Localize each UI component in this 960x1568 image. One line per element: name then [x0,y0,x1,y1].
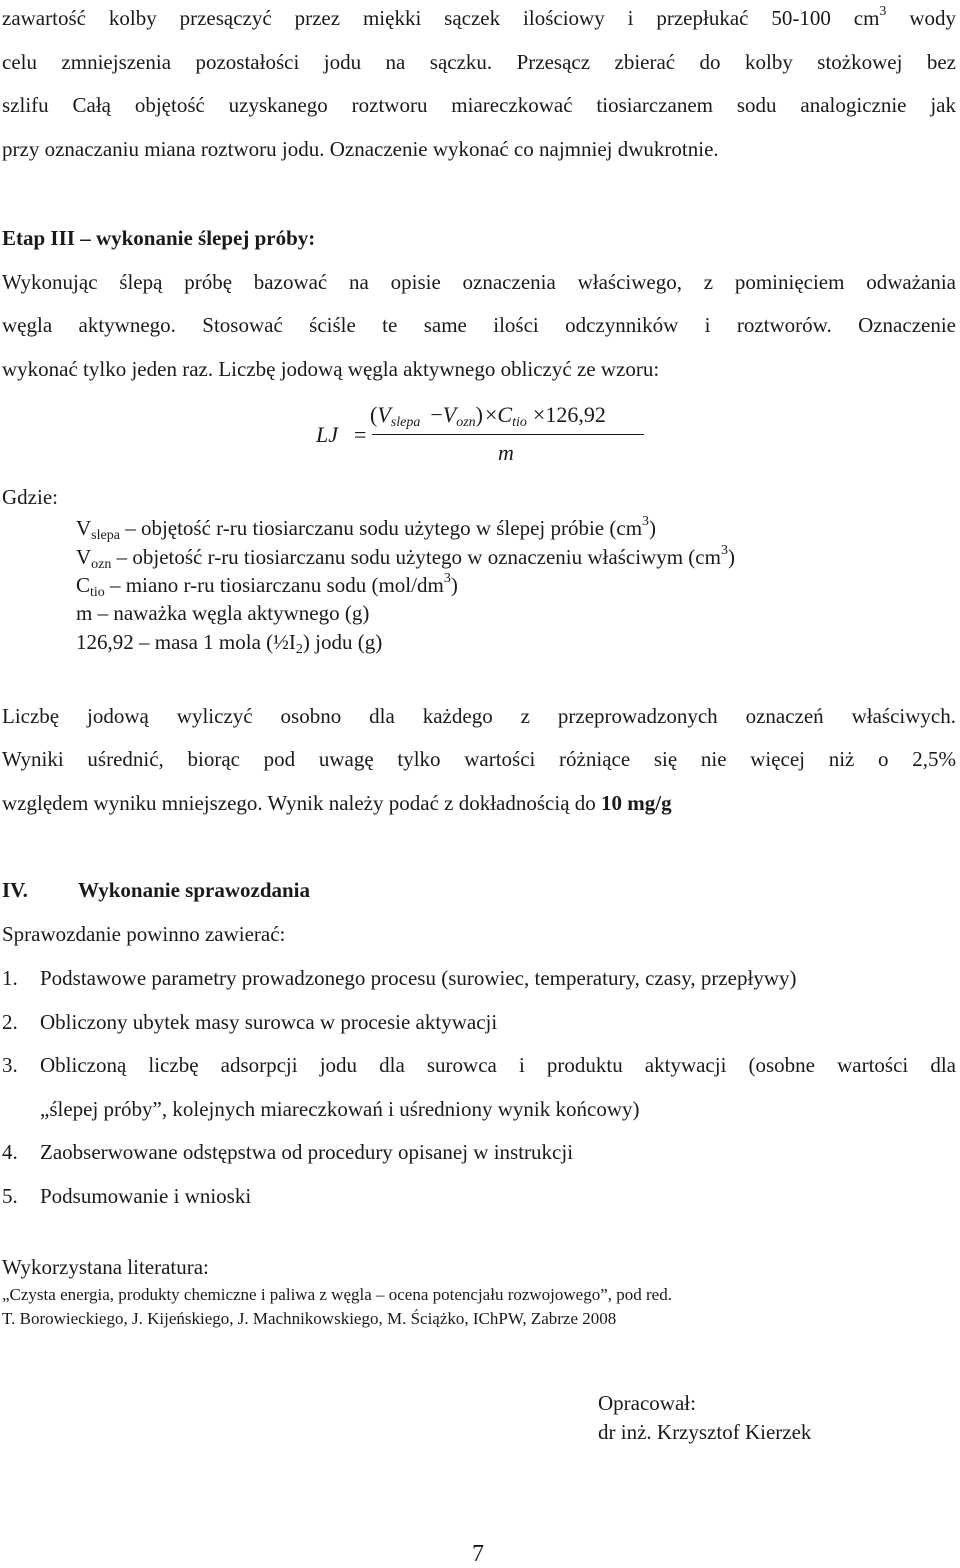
where-item-v-slepa: $V_{slepa}$ – objętość r-ru tiosiarczanu sodu użytego w ślepej próbie $(cm^3)$ [76,514,657,543]
section4-intro: Sprawozdanie powinno zawierać: [2,922,286,946]
para2-line3: względem wyniku mniejszego. Wynik należy podać z dokładnością do 10 mg/g [2,791,672,815]
literature-line1: „Czysta energia, produkty chemiczne i paliwa z węgla – ocena potencjału rozwojowego”, pod red. [2,1285,672,1304]
formula-lhs: LJ [316,422,338,447]
etap3-heading: Etap III – wykonanie ślepej próby: [2,226,316,250]
etap3-line2: węgla aktywnego. Stosować ściśle te same ilości odczynników i roztworów. Oznaczenie [2,313,956,337]
report-item-5-text: Podsumowanie i wnioski [40,1184,252,1208]
etap3-line3: wykonać tylko jeden raz. Liczbę jodową węgla aktywnego obliczyć ze wzoru: [2,357,660,381]
para1-line3: szlifu Całą objętość uzyskanego roztworu miareczkować tiosiarczanem sodu analogicznie jak [2,93,956,117]
author-name: dr inż. Krzysztof Kierzek [598,1420,812,1444]
formula-equals: = [354,422,367,447]
para1-line2: celu zmniejszenia pozostałości jodu na sączku. Przesącz zbierać do kolby stożkowej bez [2,50,956,74]
where-item-c-tio: $C_{tio}$ – miano r-ru tiosiarczanu sodu $(mol/dm^3)$ [76,571,458,600]
etap3-line1: Wykonując ślepą próbę bazować na opisie oznaczenia właściwego, z pominięciem odważania [2,270,956,294]
formula-denominator: m [498,440,514,465]
report-item-3: 3. [2,1053,18,1077]
report-item-2-text: Obliczony ubytek masy surowca w procesie aktywacji [40,1010,498,1034]
report-item-2: 2. [2,1010,18,1034]
para1-line1: zawartość kolby przesączyć przez miękki sączek ilościowy i przepłukać 50-100 $cm^3$ wody [2,4,956,30]
report-item-3-continuation: „ślepej próby”, kolejnych miareczkowań i uśredniony wynik końcowy) [40,1097,640,1121]
literature-label: Wykorzystana literatura: [2,1255,209,1279]
report-item-5: 5. [2,1184,18,1208]
section4-title: Wykonanie sprawozdania [78,878,311,902]
report-item-3-text: Obliczoną liczbę adsorpcji jodu dla surowca i produktu aktywacji (osobne wartości dla [40,1053,956,1077]
fraction-bar [372,434,644,435]
para1-line4: przy oznaczaniu miana roztworu jodu. Oznaczenie wykonać co najmniej dwukrotnie. [2,137,719,161]
para2-line1: Liczbę jodową wyliczyć osobno dla każdego z przeprowadzonych oznaczeń właściwych. [2,704,956,728]
where-item-v-ozn: $V_{ozn}$ – objetość r-ru tiosiarczanu sodu użytego w oznaczeniu właściwym $(cm^3)$ [76,543,735,572]
where-item-m: m – naważka węgla aktywnego (g) [76,601,370,625]
author-label: Opracował: [598,1391,696,1415]
report-item-1: 1. [2,966,18,990]
where-item-molar-mass: 126,92 – masa 1 mola $(\frac{1}{2}I_2)$ jodu (g) [76,630,383,657]
where-label: Gdzie: [2,485,58,509]
para2-line2: Wyniki uśrednić, biorąc pod uwagę tylko wartości różniące się nie więcej niż o 2,5% [2,747,956,771]
report-item-1-text: Podstawowe parametry prowadzonego procesu (surowiec, temperatury, czasy, przepływy) [40,966,797,990]
section4-number: IV. [2,878,28,902]
report-item-4: 4. [2,1140,18,1164]
formula-numerator: $(V_{slepa} -V_{ozn})\times C_{tio} \times 126,92$ [370,402,606,430]
report-item-4-text: Zaobserwowane odstępstwa od procedury opisanej w instrukcji [40,1140,574,1164]
literature-line2: T. Borowieckiego, J. Kijeńskiego, J. Machnikowskiego, M. Ściążko, IChPW, Zabrze 2008 [2,1309,617,1328]
page-number: 7 [472,1541,484,1567]
